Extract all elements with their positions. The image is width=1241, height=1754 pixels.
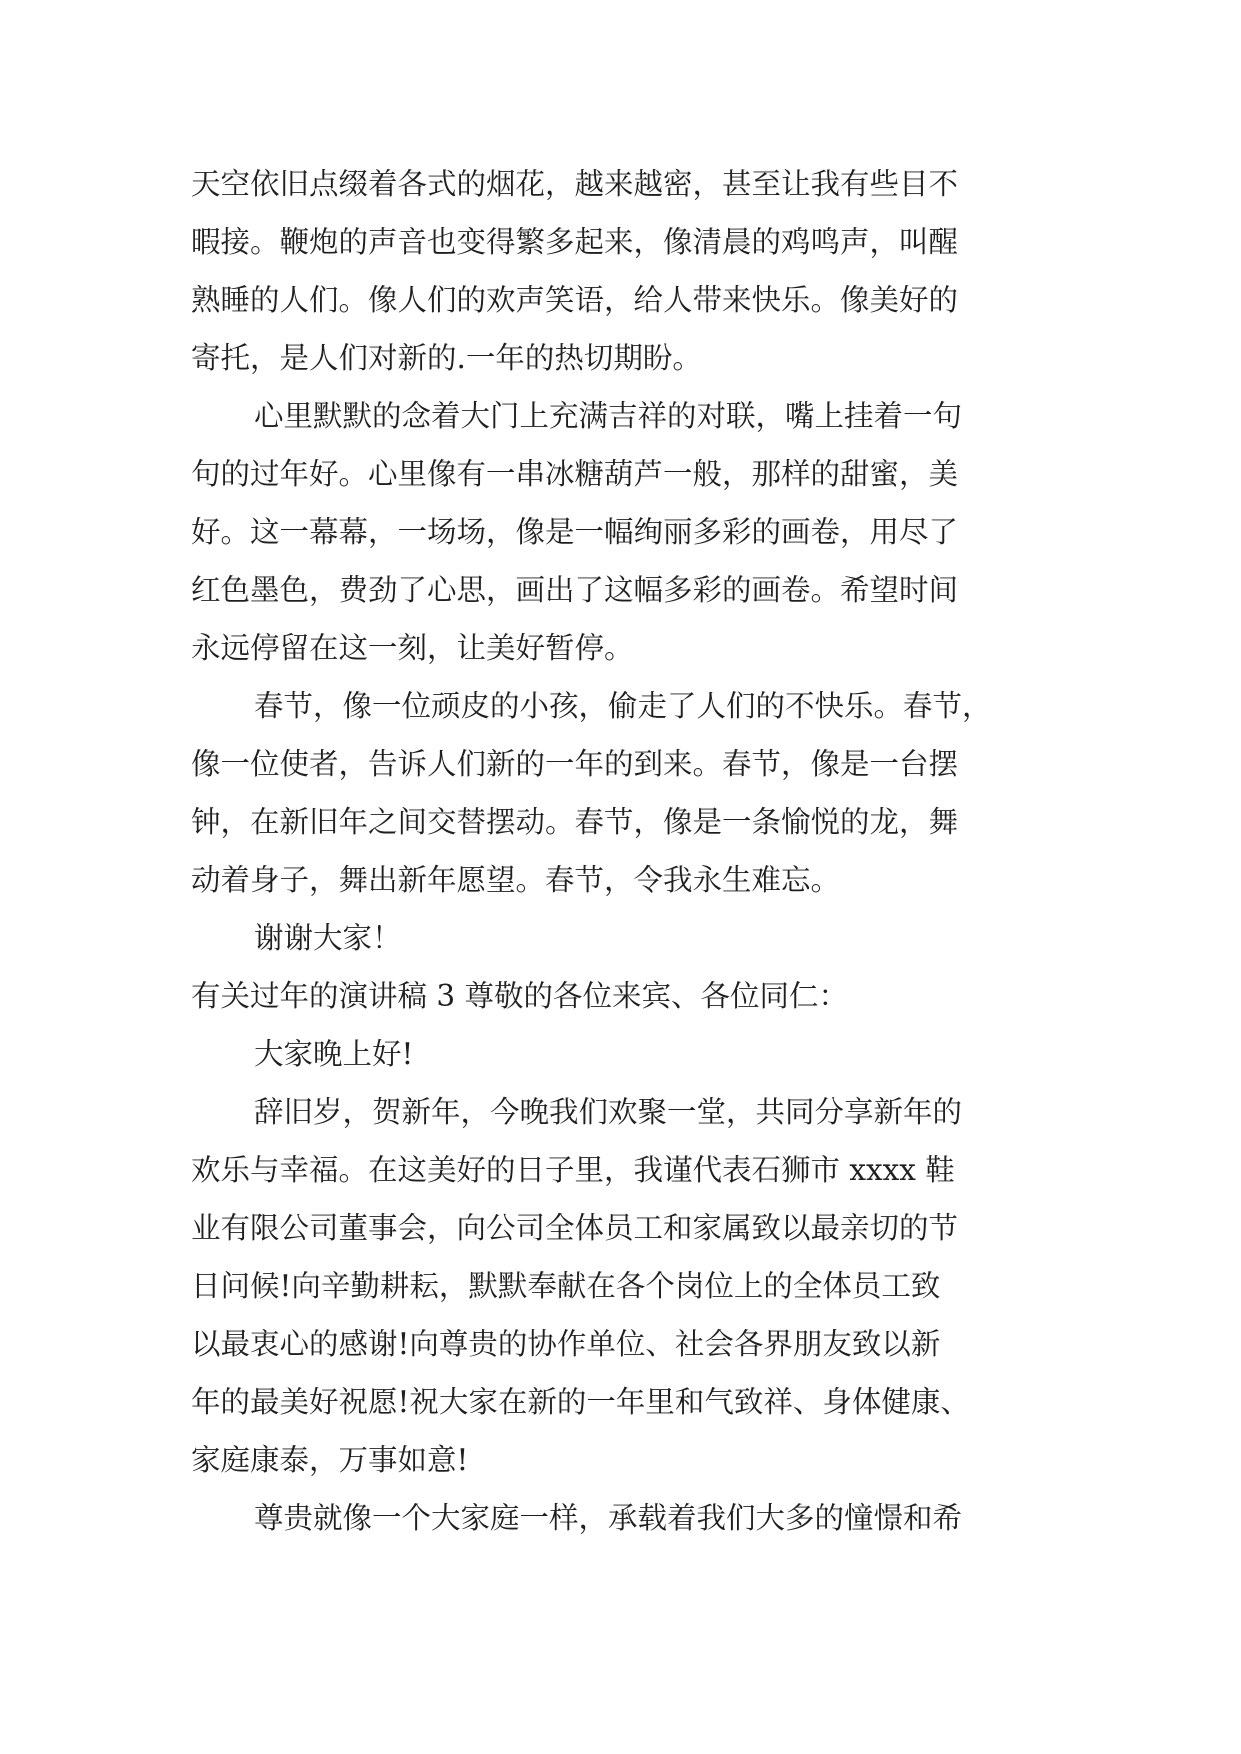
section-heading-line: 有关过年的演讲稿 3 尊敬的各位来宾、各位同仁： [191, 979, 849, 1013]
text-line: 红色墨色，费劲了心思，画出了这幅多彩的画卷。希望时间 [191, 573, 959, 607]
text-line: 永远停留在这一刻，让美好暂停。 [191, 631, 634, 665]
greeting-line: 大家晚上好! [254, 1037, 414, 1071]
paragraph-start-line: 心里默默的念着大门上充满吉祥的对联，嘴上挂着一句 [254, 399, 963, 433]
paragraph-start-line: 尊贵就像一个大家庭一样，承载着我们大多的憧憬和希 [254, 1501, 963, 1535]
text-line: 天空依旧点缀着各式的烟花，越来越密，甚至让我有些目不 [191, 167, 959, 201]
text-line: 好。这一幕幕，一场场，像是一幅绚丽多彩的画卷，用尽了 [191, 515, 959, 549]
text-line: 寄托，是人们对新的.一年的热切期盼。 [191, 341, 702, 375]
paragraph-start-line: 辞旧岁，贺新年，今晚我们欢聚一堂，共同分享新年的 [254, 1095, 963, 1129]
text-line: 业有限公司董事会，向公司全体员工和家属致以最亲切的节 [191, 1211, 959, 1245]
text-line: 句的过年好。心里像有一串冰糖葫芦一般，那样的甜蜜，美 [191, 457, 959, 491]
text-line: 暇接。鞭炮的声音也变得繁多起来，像清晨的鸡鸣声，叫醒 [191, 225, 959, 259]
text-line: 钟，在新旧年之间交替摆动。春节，像是一条愉悦的龙，舞 [191, 805, 959, 839]
text-line: 家庭康泰，万事如意! [191, 1443, 469, 1477]
text-line: 年的最美好祝愿!祝大家在新的一年里和气致祥、身体健康、 [191, 1385, 970, 1419]
text-line: 熟睡的人们。像人们的欢声笑语，给人带来快乐。像美好的 [191, 283, 959, 317]
text-line: 欢乐与幸福。在这美好的日子里，我谨代表石狮市 xxxx 鞋 [191, 1153, 955, 1187]
text-line: 以最衷心的感谢!向尊贵的协作单位、社会各界朋友致以新 [191, 1327, 941, 1361]
text-line: 动着身子，舞出新年愿望。春节，令我永生难忘。 [191, 863, 841, 897]
closing-line: 谢谢大家！ [254, 921, 402, 955]
paragraph-start-line: 春节，像一位顽皮的小孩，偷走了人们的不快乐。春节， [254, 689, 992, 723]
text-line: 日问候!向辛勤耕耘，默默奉献在各个岗位上的全体员工致 [191, 1269, 941, 1303]
text-line: 像一位使者，告诉人们新的一年的到来。春节，像是一台摆 [191, 747, 959, 781]
